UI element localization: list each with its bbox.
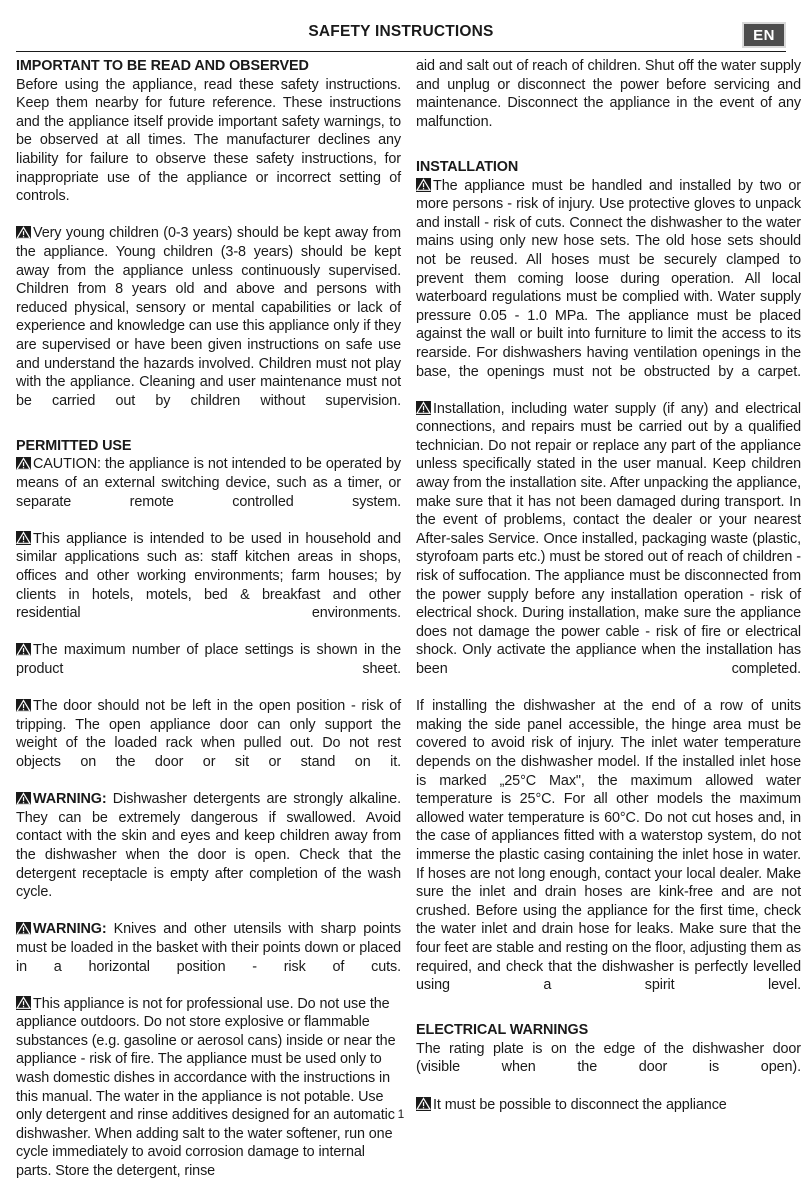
heading-installation: INSTALLATION — [416, 158, 519, 175]
paragraph-not-professional-use — [16, 995, 401, 1181]
paragraph-children-safety — [16, 224, 401, 429]
paragraph-warning-detergents — [16, 790, 401, 920]
paragraph-children-safety-text: Very young children (0-3 years) should be kept away from the appliance. Young children (3-8 years) should be kept away from the appliance unless continuously supervised. Children from 8 years old and above and persons with reduced physical, sensory or mental capabilities or lack of experience and knowledge can use this appliance only if they are supervised or have been given instructions on safe use and understand the hazards involved. Children must not play with the appliance. Cleaning and user maintenance must not be carried out by children without supervision. — [16, 225, 401, 409]
warning-triangle-icon — [16, 457, 31, 471]
paragraph-caution-switching-device-text: CAUTION: the appliance is not intended to be operated by means of an external switching device, such as a timer, or separate remote controlled system. — [16, 456, 401, 510]
warning-label: WARNING: — [33, 921, 107, 938]
paragraph-household-use — [16, 530, 401, 642]
page-header — [0, 0, 802, 46]
paragraph-handled-and-installed-text: The appliance must be handled and installed by two or more persons - risk of injury. Use protective gloves to unpack and install - risk of cuts. Connect the dishwasher to the water mains using only new hose sets. The old hose sets should not be reused. All hoses must be securely clamped to prevent them coming loose during operation. All local waterboard regulations must be complied with. Water supply pressure 0.05 - 1.0 MPa. The appliance must be placed against the wall or built into furniture to limit the access to its rearside. For dishwashers having ventilation openings in the base, the openings must not be obstructed by a carpet. — [416, 177, 801, 380]
warning-triangle-icon — [16, 531, 31, 545]
paragraph-household-use-text: This appliance is intended to be used in household and similar applications such as: staff kitchen areas in shops, offices and other working environments; farm houses; by clients in hotels, motels, bed & breakfast and other residential environments. — [16, 530, 401, 622]
paragraph-door-open-position — [16, 697, 401, 790]
paragraph-before-using: Before using the appliance, read these safety instructions. Keep them nearby for future reference. These instructions and the appliance itself provide important safety warnings, to be observed at all times. The manufacturer declines any liability for failure to observe these safety instructions, for inappropriate use of the appliance or incorrect setting of controls. — [16, 76, 401, 205]
heading-permitted-use: PERMITTED USE — [16, 437, 132, 454]
paragraph-warning-knives-text: Knives and other utensils with sharp points must be loaded in the basket with their points down or placed in a horizontal position - risk of cuts. — [16, 921, 401, 975]
warning-triangle-icon — [416, 401, 431, 415]
heading-important-to-be-read: IMPORTANT TO BE READ AND OBSERVED — [16, 58, 309, 74]
warning-triangle-icon — [16, 226, 31, 240]
warning-triangle-icon — [16, 996, 31, 1010]
paragraph-disconnect-appliance-text: It must be possible to disconnect the appliance — [433, 1096, 727, 1113]
left-column — [16, 57, 401, 1180]
paragraph-warning-knives — [16, 920, 401, 994]
warning-triangle-icon — [16, 643, 31, 657]
paragraph-qualified-technician-text: Installation, including water supply (if any) and electrical connections, and repairs must be carried out by a qualified technician. Do not repair or replace any part of the appliance unless specifically stated in the user manual. Keep children away from the installation site. After unpacking the appliance, make sure that it has not been damaged during transport. In the event of problems, contact the dealer or your nearest After-sales Service. Once installed, packaging waste (plastic, styrofoam parts etc.) must be stored out of reach of children - risk of suffocation. The appliance must be disconnected from the power supply before any installation operation - risk of electrical shock. During installation, make sure the appliance does not damage the power cable - risk of fire or electrical shock. Only activate the appliance when the installation has been completed. — [416, 400, 801, 677]
page-title: SAFETY INSTRUCTIONS — [308, 23, 494, 40]
language-badge: EN — [742, 22, 786, 48]
page-number: 1 — [397, 1107, 405, 1121]
paragraph-caution-switching-device — [16, 455, 401, 529]
warning-triangle-icon — [16, 922, 31, 936]
paragraph-end-of-row-installation: If installing the dishwasher at the end of a row of units making the side panel accessible, the hinge area must be covered to avoid risk of injury. The inlet water temperature depends on the dishwasher model. If the installed inlet hose is marked „25°C Max", the maximum allowed water temperature is 25°C. For all other models the maximum allowed water temperature is 60°C. Do not cut hoses and, in the case of appliances fitted with a waterstop system, do not immerse the plastic casing containing the inlet hose in water. If hoses are not long enough, contact your local dealer. Make sure the inlet and drain hoses are kink-free and are not crushed. Before using the appliance for the first time, check the water inlet and drain hose for leaks. Make sure that the four feet are stable and resting on the floor, adjusting them as required, and check that the dishwasher is perfectly levelled using a spirit level. — [416, 698, 801, 994]
paragraph-rating-plate: The rating plate is on the edge of the dishwasher door (visible when the door is open). — [416, 1040, 801, 1076]
paragraph-aid-and-salt: aid and salt out of reach of children. Shut off the water supply and unplug or disconnect the power before servicing and maintenance. Disconnect the appliance in the event of any malfunction. — [416, 58, 801, 130]
paragraph-not-professional-use-text: This appliance is not for professional use. Do not use the appliance outdoors. Do not store explosive or flammable substances (e.g. gasoline or aerosol cans) inside or near the appliance - risk of fire. The appliance must be used only to wash domestic dishes in accordance with the instructions in this manual. The water in the appliance is not potable. Use only detergent and rinse additives designed for an automatic dishwasher. When adding salt to the water softener, run one cycle immediately to avoid corrosion damage to internal parts. Store the detergent, rinse — [16, 995, 396, 1180]
warning-triangle-icon — [16, 699, 31, 713]
paragraph-handled-and-installed — [416, 177, 801, 400]
paragraph-place-settings-text: The maximum number of place settings is shown in the product sheet. — [16, 642, 401, 677]
paragraph-door-open-position-text: The door should not be left in the open position - risk of tripping. The open appliance door can only support the weight of the loaded rack when pulled out. Do not rest objects on the door or sit or stand on it. — [16, 698, 401, 770]
warning-triangle-icon — [16, 792, 31, 806]
header-divider — [16, 51, 786, 52]
paragraph-qualified-technician — [416, 400, 801, 698]
warning-triangle-icon — [416, 178, 431, 192]
heading-electrical-warnings: ELECTRICAL WARNINGS — [416, 1022, 589, 1039]
warning-label: WARNING: — [33, 791, 107, 808]
paragraph-place-settings — [16, 641, 401, 697]
two-column-body — [16, 57, 801, 1180]
paragraph-warning-detergents-text: Dishwasher detergents are strongly alkaline. They can be extremely dangerous if swallowed. Avoid contact with the skin and eyes and keep children away from the dishwasher when the door is open. Check that the detergent receptacle is empty after completion of the wash cycle. — [16, 791, 401, 901]
right-column — [416, 57, 801, 1113]
